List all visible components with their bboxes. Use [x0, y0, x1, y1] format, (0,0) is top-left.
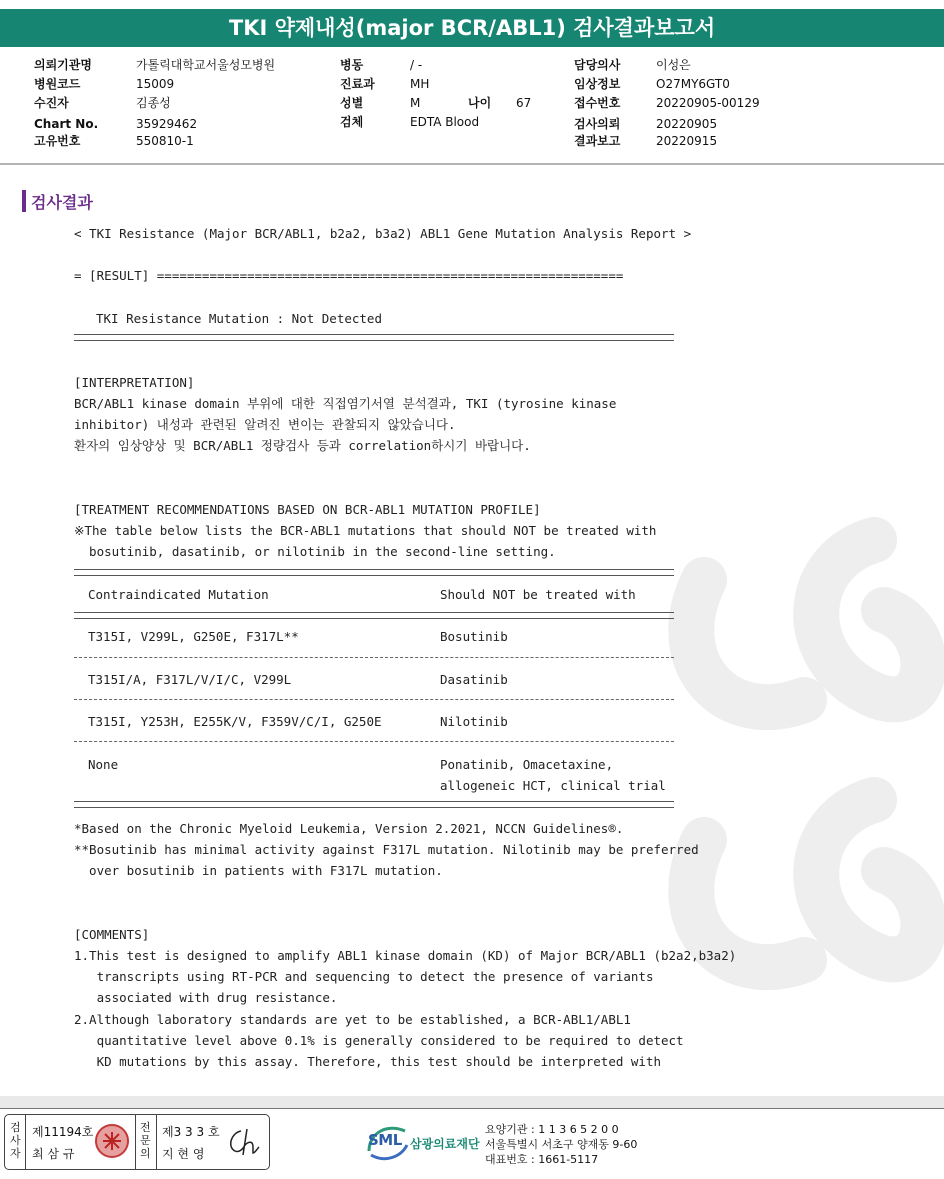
watermark-logo-icon — [644, 500, 944, 1020]
result-line: TKI Resistance Mutation : Not Detected — [96, 311, 382, 326]
signature-box — [4, 1114, 270, 1170]
interpretation-line: inhibitor) 내성과 관련된 알려진 변이는 관찰되지 않았습니다. — [74, 417, 456, 432]
table-row-mutation: T315I, Y253H, E255K/V, F359V/C/I, G250E — [88, 714, 382, 729]
info-label: 검체 — [340, 115, 364, 129]
info-label: 나이 — [468, 96, 492, 110]
comment-line: 1.This test is designed to amplify ABL1 kinase domain (KD) of Major BCR/ABL1 (b2a2,b3a2) — [74, 948, 737, 963]
treatment-line: bosutinib, dasatinib, or nilotinib in the second-line setting. — [74, 544, 556, 559]
footer-strip — [0, 1096, 944, 1108]
info-value: 35929462 — [136, 117, 198, 131]
treatment-title: [TREATMENT RECOMMENDATIONS BASED ON BCR-ABL1 MUTATION PROFILE] — [74, 502, 541, 517]
info-value: 20220905-00129 — [656, 96, 760, 110]
info-label: 검사의뢰 — [574, 117, 621, 131]
report-title: TKI 약제내성(major BCR/ABL1) 검사결과보고서 — [0, 9, 944, 47]
info-label: Chart No. — [34, 117, 99, 131]
table-row-mutation: T315I, V299L, G250E, F317L** — [88, 629, 299, 644]
table-row-mutation: None — [88, 757, 119, 772]
specialist-label-char: 의 — [140, 1147, 151, 1160]
signature-icon — [223, 1125, 263, 1159]
specialist-name: 지 현 영 — [162, 1147, 205, 1161]
tester-name: 최 삼 규 — [32, 1147, 75, 1161]
interpretation-title: [INTERPRETATION] — [74, 375, 195, 390]
info-value: 67 — [516, 96, 532, 110]
info-value: 이성은 — [656, 58, 691, 72]
divider-double — [74, 569, 674, 576]
info-value: 15009 — [136, 77, 175, 91]
table-row-drug-cont: allogeneic HCT, clinical trial — [440, 778, 666, 793]
section-title: 검사결과 — [31, 193, 93, 212]
comment-line: 2.Although laboratory standards are yet to be established, a BCR-ABL1/ABL1 — [74, 1012, 631, 1027]
address-line: 대표번호 : 1661-5117 — [485, 1153, 599, 1166]
info-value: 20220915 — [656, 134, 718, 148]
result-label: = [RESULT] ============================================================== — [74, 268, 624, 283]
info-value: 550810-1 — [136, 134, 194, 148]
table-header-drug: Should NOT be treated with — [440, 587, 636, 602]
divider-single — [74, 699, 674, 700]
info-label: 병동 — [340, 58, 364, 72]
logo-text: SML — [368, 1131, 402, 1149]
interpretation-line: 환자의 임상양상 및 BCR/ABL1 정량검사 등과 correlation하시기 바랍니다. — [74, 438, 531, 453]
table-row-mutation: T315I/A, F317L/V/I/C, V299L — [88, 672, 292, 687]
divider-double — [74, 612, 674, 619]
comment-line: associated with drug resistance. — [74, 990, 338, 1005]
comment-line: KD mutations by this assay. Therefore, this test should be interpreted with — [74, 1054, 661, 1069]
comment-line: quantitative level above 0.1% is generally considered to be required to detect — [74, 1033, 684, 1048]
info-label: 고유번호 — [34, 134, 81, 148]
comment-line: transcripts using RT-PCR and sequencing to detect the presence of variants — [74, 969, 654, 984]
interpretation-line: BCR/ABL1 kinase domain 부위에 대한 직접염기서열 분석결과, TKI (tyrosine kinase — [74, 396, 617, 411]
info-label: 성별 — [340, 96, 364, 110]
report-heading: < TKI Resistance (Major BCR/ABL1, b2a2, b3a2) ABL1 Gene Mutation Analysis Report > — [74, 226, 692, 241]
info-label: 진료과 — [340, 77, 375, 91]
info-label: 의뢰기관명 — [34, 58, 92, 72]
tester-license: 제11194호 — [32, 1125, 94, 1139]
treatment-line: ※The table below lists the BCR-ABL1 mutations that should NOT be treated with — [74, 523, 657, 538]
info-value: 가톨릭대학교서울성모병원 — [136, 58, 276, 72]
info-label: 접수번호 — [574, 96, 621, 110]
footnote-line: over bosutinib in patients with F317L mutation. — [74, 863, 443, 878]
info-value: 김종성 — [136, 96, 171, 110]
info-label: 담당의사 — [574, 58, 621, 72]
divider-double — [74, 334, 674, 341]
info-value: MH — [410, 77, 430, 91]
tester-label-char: 사 — [10, 1134, 21, 1147]
table-row-drug: Bosutinib — [440, 629, 508, 644]
info-label: 병원코드 — [34, 77, 81, 91]
footnote-line: *Based on the Chronic Myeloid Leukemia, Version 2.2021, NCCN Guidelines®. — [74, 821, 624, 836]
address-line: 서울특별시 서초구 양재동 9-60 — [485, 1138, 638, 1151]
info-value: M — [410, 96, 421, 110]
specialist-label-char: 전 — [140, 1121, 151, 1134]
table-row-drug: Nilotinib — [440, 714, 508, 729]
info-label: 결과보고 — [574, 134, 621, 148]
footer-divider — [0, 1108, 944, 1109]
tester-seal-icon — [93, 1122, 131, 1160]
info-value: / - — [410, 58, 423, 72]
section-marker — [22, 190, 26, 212]
info-label: 수진자 — [34, 96, 69, 110]
specialist-label-char: 문 — [140, 1134, 151, 1147]
specialist-label — [135, 1115, 157, 1169]
divider-double — [74, 801, 674, 808]
table-header-mutation: Contraindicated Mutation — [88, 587, 269, 602]
info-value: 20220905 — [656, 117, 718, 131]
table-row-drug: Dasatinib — [440, 672, 508, 687]
footnote-line: **Bosutinib has minimal activity against F317L mutation. Nilotinib may be preferred — [74, 842, 699, 857]
divider-single — [74, 657, 674, 658]
org-name: 삼광의료재단 — [410, 1137, 480, 1151]
specialist-license: 제3 3 3 호 — [162, 1125, 220, 1139]
table-row-drug: Ponatinib, Omacetaxine, — [440, 757, 614, 772]
address-line: 요양기관 : 1 1 3 6 5 2 0 0 — [485, 1123, 619, 1136]
comments-title: [COMMENTS] — [74, 927, 150, 942]
tester-label-char: 검 — [10, 1121, 21, 1134]
tester-label-char: 자 — [10, 1147, 21, 1160]
header-divider — [0, 163, 944, 165]
info-value: O27MY6GT0 — [656, 77, 730, 91]
info-label: 임상정보 — [574, 77, 621, 91]
divider-single — [74, 741, 674, 742]
tester-label — [5, 1115, 26, 1169]
info-value: EDTA Blood — [410, 115, 480, 129]
